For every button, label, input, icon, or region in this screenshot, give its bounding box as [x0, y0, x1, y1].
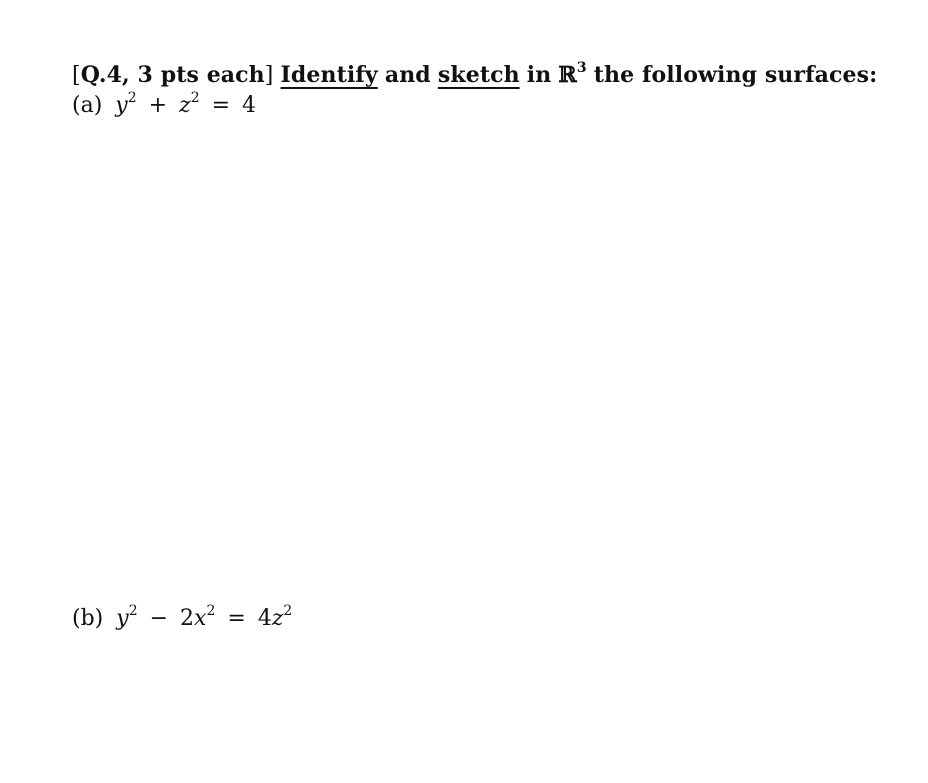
part-b-rhs-var: z	[271, 606, 284, 631]
part-b-equation	[72, 604, 292, 634]
part-b-term2-coef: 2	[180, 606, 195, 631]
part-a-equation	[72, 91, 256, 121]
part-a-term2	[179, 89, 200, 118]
part-b-rhs-coef: 4	[257, 606, 272, 631]
part-a-answer-space[interactable]	[72, 130, 852, 590]
part-b-term2	[180, 602, 216, 631]
part-a-term1-exp: 2	[127, 89, 137, 106]
close-bracket: ]	[264, 63, 274, 88]
part-b-term2-var: x	[194, 606, 207, 631]
part-a-equals: =	[211, 93, 231, 118]
space-exponent: 3	[576, 59, 587, 76]
header-rest: the following surfaces:	[593, 62, 878, 88]
part-a-op: +	[148, 93, 168, 118]
part-b-answer-space[interactable]	[72, 642, 852, 772]
part-b-term1	[116, 602, 138, 631]
part-b-rhs-exp: 2	[283, 602, 293, 619]
part-b-equals: =	[227, 606, 246, 631]
preposition-in: in	[526, 62, 552, 88]
part-a-rhs: 4	[242, 93, 257, 118]
part-a-label: (a)	[72, 93, 103, 118]
verb-identify: Identify	[280, 62, 378, 88]
part-b-term1-var: y	[116, 606, 129, 631]
part-b-term2-exp: 2	[206, 602, 216, 619]
part-b-rhs	[257, 602, 293, 631]
connector-and: and	[384, 62, 431, 88]
part-a-term2-var: z	[179, 93, 191, 118]
part-a-term2-exp: 2	[190, 89, 200, 106]
part-b-label: (b)	[72, 606, 104, 631]
verb-sketch: sketch	[437, 62, 520, 88]
space-r3	[558, 59, 587, 88]
part-b-op: −	[149, 606, 169, 631]
part-a-term1-var: y	[115, 93, 128, 118]
part-a-term1	[115, 89, 137, 118]
space-symbol: ℝ	[558, 62, 577, 88]
open-bracket: [	[72, 63, 81, 88]
part-b-term1-exp: 2	[128, 602, 138, 619]
question-header	[72, 60, 877, 91]
question-ref: Q.4, 3 pts each	[80, 62, 265, 88]
